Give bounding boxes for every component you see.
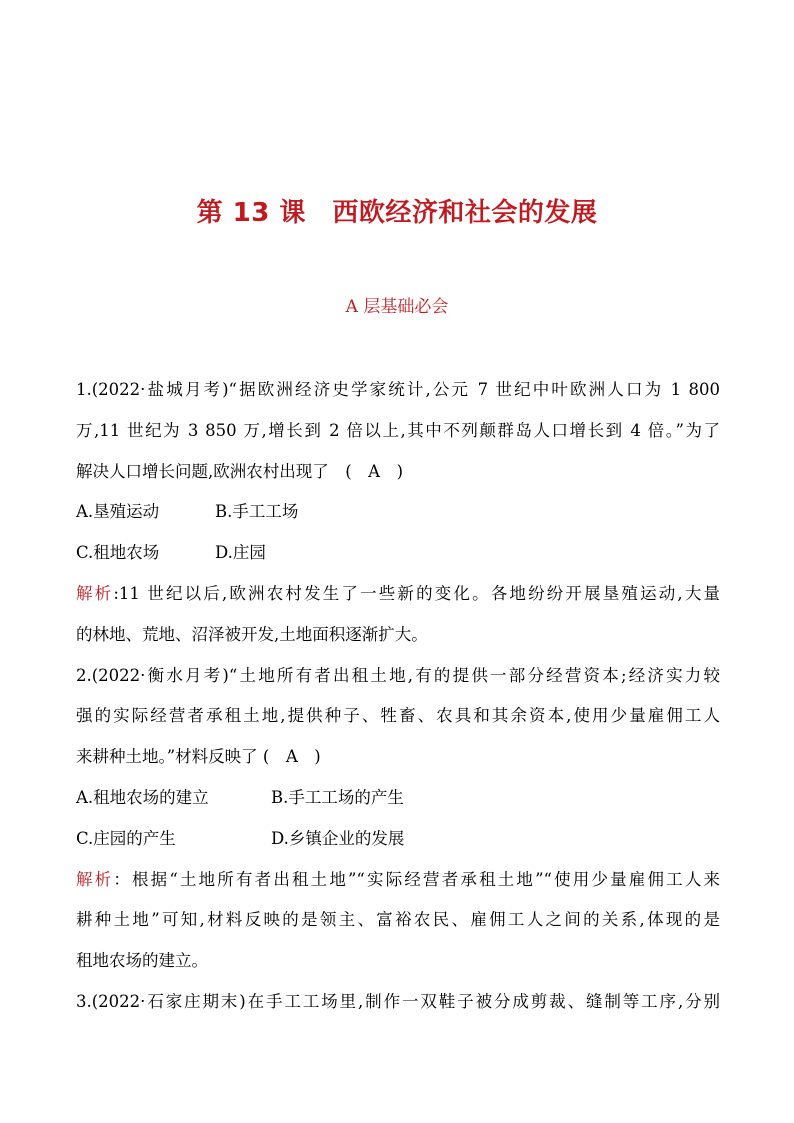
section-heading: A 层基础必会 (345, 297, 449, 317)
question-2-analysis-line-1 (76, 860, 720, 901)
option-b: B.手工工场 (215, 502, 299, 522)
option-a: A.租地农场的建立 (76, 787, 209, 807)
question-1-analysis-line-1 (76, 574, 720, 615)
option-a: A.垦殖运动 (76, 502, 160, 522)
question-2-line-1: 2.(2022·衡水月考)“土地所有者出租土地,有的提供一部分经营资本;经济实力较 (76, 665, 720, 685)
question-2-line-3: 来耕种土地。”材料反映了 ( A ) (76, 747, 321, 767)
page-title: 第 13 课 西欧经济和社会的发展 (196, 198, 598, 228)
question-3-line-1: 3.(2022·石家庄期末)在手工工场里,制作一双鞋子被分成剪裁、缝制等工序,分别 (76, 991, 720, 1011)
question-2-options-row-1 (76, 778, 720, 819)
question-2-options-row-2 (76, 819, 720, 860)
option-c: C.租地农场 (76, 543, 160, 563)
question-1-options-row-1 (76, 492, 720, 533)
question-1-options-row-2 (76, 533, 720, 574)
option-c: C.庄园的产生 (76, 828, 176, 848)
question-1-line-3: 解决人口增长问题,欧洲农村出现了 ( A ) (76, 461, 404, 481)
analysis-label: 解析 (76, 583, 114, 603)
option-b: B.手工工场的产生 (271, 787, 404, 807)
analysis-label: 解析 (76, 869, 114, 889)
option-d: D.乡镇企业的发展 (271, 828, 405, 848)
option-d: D.庄园 (215, 543, 266, 563)
question-2 (76, 656, 720, 982)
question-1-line-1: 1.(2022·盐城月考)“据欧洲经济史学家统计,公元 7 世纪中叶欧洲人口为 1 800 (76, 380, 720, 399)
question-list (76, 370, 720, 1023)
analysis-text: :11 世纪以后,欧洲农村发生了一些新的变化。各地纷纷开展垦殖运动,大量 (113, 583, 720, 603)
question-3 (76, 982, 720, 1023)
question-1-line-2: 万,11 世纪为 3 850 万,增长到 2 倍以上,其中不列颠群岛人口增长到 4 倍。”为了 (76, 420, 720, 440)
question-1-analysis-line-2: 的林地、荒地、沼泽被开发,土地面积逐渐扩大。 (76, 624, 428, 644)
question-2-line-2: 强的实际经营者承租土地,提供种子、牲畜、农具和其余资本,使用少量雇佣工人 (76, 706, 720, 726)
question-2-analysis-line-3: 租地农场的建立。 (76, 951, 208, 971)
analysis-text: ：根据“土地所有者出租土地”“实际经营者承租土地”“使用少量雇佣工人来 (113, 869, 720, 889)
question-2-analysis-line-2: 耕种土地”可知,材料反映的是领主、富裕农民、雇佣工人之间的关系,体现的是 (76, 910, 720, 930)
question-1 (76, 370, 720, 656)
